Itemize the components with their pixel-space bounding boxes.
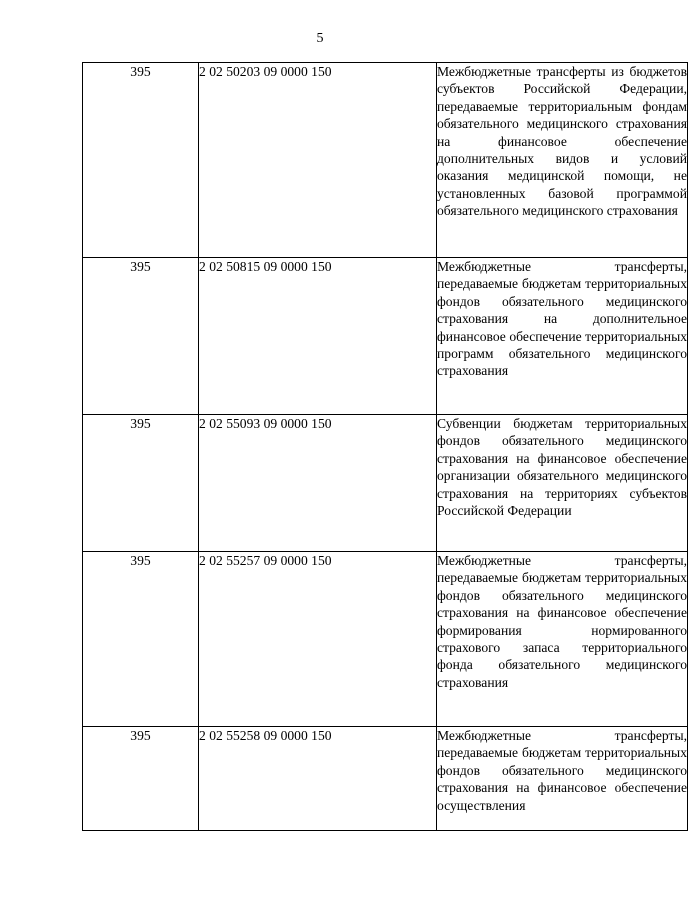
revenue-name-text: Межбюджетные трансферты, передаваемые бюджетам территориальных фондов обязательного медицинского страхования на дополнительное финансовое обеспечение территориальных программ обязательного медицинского страхования	[437, 259, 687, 379]
revenue-name-cell	[437, 552, 688, 727]
admin-code-cell: 395	[83, 258, 199, 415]
admin-code-cell: 395	[83, 727, 199, 831]
revenue-name-text: Субвенции бюджетам территориальных фондов обязательного медицинского страхования на финансовое обеспечение организации обязательного медицинского страхования на территориях субъектов Российской Федерации	[437, 416, 687, 519]
budget-classification-table	[82, 62, 688, 831]
revenue-name-cell	[437, 258, 688, 415]
revenue-name-text: Межбюджетные трансферты, передаваемые бюджетам территориальных фондов обязательного медицинского страхования на финансовое обеспечение формирования нормированного страхового запаса территориального фонда обязательного медицинского страхования	[437, 553, 687, 690]
table-row	[83, 415, 688, 552]
budget-code-cell: 2 02 55257 09 0000 150	[199, 552, 437, 727]
revenue-name-text: Межбюджетные трансферты из бюджетов субъектов Российской Федерации, передаваемые территориальным фондам обязательного медицинского страхования на финансовое обеспечение дополнительных видов и условий оказания медицинской помощи, не установленных базовой программой обязательного медицинского страхования	[437, 64, 687, 219]
revenue-name-cell	[437, 415, 688, 552]
page-number: 5	[316, 31, 324, 46]
admin-code-cell: 395	[83, 63, 199, 258]
table-row	[83, 552, 688, 727]
budget-code-cell: 2 02 55093 09 0000 150	[199, 415, 437, 552]
table-row	[83, 727, 688, 831]
admin-code-cell: 395	[83, 415, 199, 552]
table-row	[83, 258, 688, 415]
budget-code-cell: 2 02 50203 09 0000 150	[199, 63, 437, 258]
budget-code-cell: 2 02 55258 09 0000 150	[199, 727, 437, 831]
revenue-name-cell	[437, 727, 688, 831]
budget-code-cell: 2 02 50815 09 0000 150	[199, 258, 437, 415]
table-row	[83, 63, 688, 258]
revenue-name-cell	[437, 63, 688, 258]
revenue-name-text: Межбюджетные трансферты, передаваемые бюджетам территориальных фондов обязательного медицинского страхования на финансовое обеспечение осуществления	[437, 728, 687, 813]
admin-code-cell: 395	[83, 552, 199, 727]
